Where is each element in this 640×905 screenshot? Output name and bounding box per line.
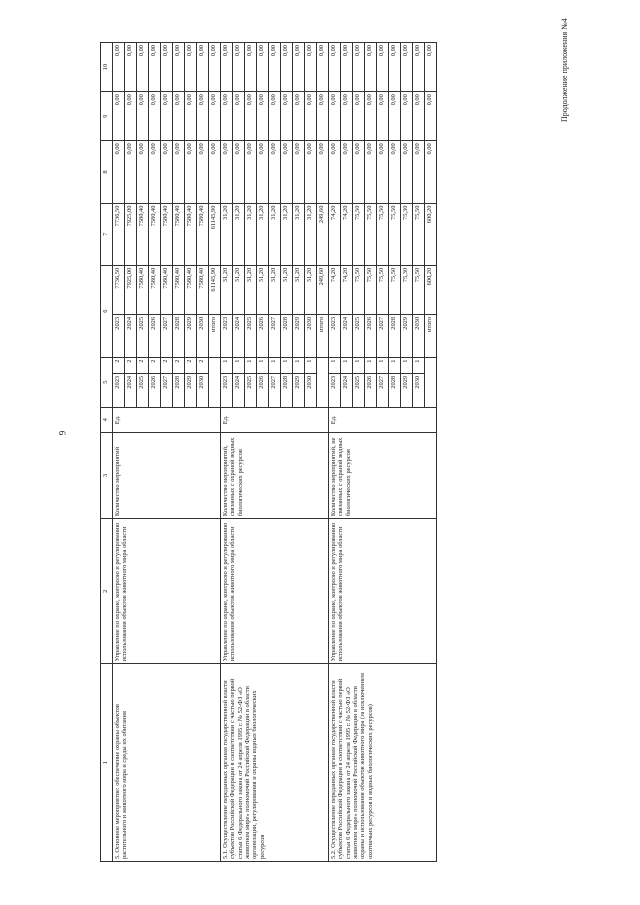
indicator-value-cell: 1 xyxy=(341,357,353,373)
finance-total-cell: 7580,40 xyxy=(161,265,173,314)
finance-col9-cell: 0,00 xyxy=(293,92,305,141)
finance-col7-cell: 31,20 xyxy=(269,203,281,265)
program-table xyxy=(100,42,437,862)
finance-col9-cell: 0,00 xyxy=(365,92,377,141)
finance-col7-cell: 74,20 xyxy=(341,203,353,265)
total-col7-cell: 249,60 xyxy=(317,203,329,265)
finance-col8-cell: 0,00 xyxy=(413,141,425,203)
finance-total-cell: 75,50 xyxy=(413,265,425,314)
finance-col9-cell: 0,00 xyxy=(137,92,149,141)
finance-total-cell: 7736,50 xyxy=(113,265,125,314)
finance-col10-cell: 0,00 xyxy=(269,43,281,92)
finance-col10-cell: 0,00 xyxy=(305,43,317,92)
finance-total-cell: 75,50 xyxy=(353,265,365,314)
finance-col8-cell: 0,00 xyxy=(113,141,125,203)
finance-col9-cell: 0,00 xyxy=(173,92,185,141)
finance-col9-cell: 0,00 xyxy=(353,92,365,141)
finance-col10-cell: 0,00 xyxy=(233,43,245,92)
activity-name-cell: 5.2. Осуществление переданных органам государственной власти субъектов Российской Федерации в соответствии с частью первой статьи 6 Федерального закона от 24 апреля 1995 г. № 52-ФЗ «О животном мире» полномочий Российской Федерации в области охраны и использования объектов животного мира (за исключением охотничьих ресурсов и водных биологических ресурсов) xyxy=(329,664,437,862)
total-col7-cell: 61145,90 xyxy=(209,203,221,265)
finance-col7-cell: 75,50 xyxy=(413,203,425,265)
finance-col7-cell: 7580,40 xyxy=(173,203,185,265)
executor-cell: Управление по охране, контролю и регулированию использования объектов животного мира области xyxy=(113,519,221,664)
finance-col7-cell: 31,20 xyxy=(281,203,293,265)
finance-year-cell: 2030 xyxy=(197,314,209,357)
finance-col8-cell: 0,00 xyxy=(161,141,173,203)
finance-year-cell: 2024 xyxy=(125,314,137,357)
indicator-year-cell: 2024 xyxy=(125,373,137,407)
activity-name-cell: 5.1. Осуществление переданных органам государственной власти субъектов Российской Федерации в соответствии с частью первой статьи 6 Федерального закона от 24 апреля 1995 г. № 52-ФЗ «О животном мире» полномочий Российской Федерации в области организации, регулирования и охраны водных биологических ресурсов xyxy=(221,664,329,862)
finance-col7-cell: 7736,50 xyxy=(113,203,125,265)
finance-col8-cell: 0,00 xyxy=(365,141,377,203)
total-label-cell: итого xyxy=(209,314,221,357)
finance-year-cell: 2028 xyxy=(281,314,293,357)
indicator-value-cell: 2 xyxy=(197,357,209,373)
finance-col10-cell: 0,00 xyxy=(341,43,353,92)
finance-col7-cell: 31,20 xyxy=(233,203,245,265)
finance-total-cell: 31,20 xyxy=(221,265,233,314)
header-col-5: 5 xyxy=(101,357,113,407)
finance-col9-cell: 0,00 xyxy=(245,92,257,141)
finance-col7-cell: 75,30 xyxy=(401,203,413,265)
total-col9-cell: 0,00 xyxy=(425,92,437,141)
finance-col10-cell: 0,00 xyxy=(137,43,149,92)
table-row xyxy=(113,43,125,862)
finance-total-cell: 7580,40 xyxy=(197,265,209,314)
indicator-year-cell: 2023 xyxy=(221,373,233,407)
finance-col10-cell: 0,00 xyxy=(149,43,161,92)
finance-col10-cell: 0,00 xyxy=(197,43,209,92)
indicator-year-cell: 2026 xyxy=(365,373,377,407)
indicator-year-cell: 2025 xyxy=(137,373,149,407)
indicator-value-cell: 2 xyxy=(161,357,173,373)
indicator-year-cell: 2026 xyxy=(149,373,161,407)
finance-year-cell: 2029 xyxy=(401,314,413,357)
finance-year-cell: 2027 xyxy=(269,314,281,357)
unit-cell: Ед. xyxy=(221,407,329,432)
finance-col9-cell: 0,00 xyxy=(197,92,209,141)
indicator-year-cell: 2025 xyxy=(353,373,365,407)
header-col-9: 9 xyxy=(101,92,113,141)
indicator-value-cell: 2 xyxy=(173,357,185,373)
finance-col9-cell: 0,00 xyxy=(281,92,293,141)
total-col9-cell: 0,00 xyxy=(317,92,329,141)
finance-col7-cell: 74,20 xyxy=(329,203,341,265)
finance-year-cell: 2023 xyxy=(113,314,125,357)
finance-col10-cell: 0,00 xyxy=(389,43,401,92)
finance-total-cell: 7580,40 xyxy=(137,265,149,314)
total-col8-cell: 0,00 xyxy=(425,141,437,203)
header-col-1: 1 xyxy=(101,664,113,862)
indicator-year-cell: 2030 xyxy=(197,373,209,407)
finance-col10-cell: 0,00 xyxy=(377,43,389,92)
finance-col7-cell: 31,20 xyxy=(221,203,233,265)
finance-col7-cell: 7580,40 xyxy=(185,203,197,265)
finance-col9-cell: 0,00 xyxy=(221,92,233,141)
finance-col9-cell: 0,00 xyxy=(149,92,161,141)
indicator-value-cell: 1 xyxy=(401,357,413,373)
finance-total-cell: 7580,40 xyxy=(185,265,197,314)
indicator-cell: Количество мероприятий, связанных с охраной водных биологических ресурсов xyxy=(221,432,329,518)
finance-col9-cell: 0,00 xyxy=(113,92,125,141)
finance-col7-cell: 7580,40 xyxy=(161,203,173,265)
finance-col8-cell: 0,00 xyxy=(329,141,341,203)
indicator-value-cell: 1 xyxy=(233,357,245,373)
finance-col10-cell: 0,00 xyxy=(173,43,185,92)
finance-col8-cell: 0,00 xyxy=(137,141,149,203)
finance-total-cell: 31,20 xyxy=(281,265,293,314)
finance-total-cell: 31,20 xyxy=(257,265,269,314)
finance-col8-cell: 0,00 xyxy=(197,141,209,203)
finance-total-cell: 75,50 xyxy=(377,265,389,314)
indicator-year-cell: 2023 xyxy=(329,373,341,407)
indicator-value-cell: 2 xyxy=(125,357,137,373)
finance-year-cell: 2024 xyxy=(233,314,245,357)
indicator-value-cell: 2 xyxy=(137,357,149,373)
finance-col10-cell: 0,00 xyxy=(185,43,197,92)
finance-col8-cell: 0,00 xyxy=(185,141,197,203)
indicator-year-cell: 2029 xyxy=(185,373,197,407)
table-row xyxy=(329,43,341,862)
finance-col8-cell: 0,00 xyxy=(293,141,305,203)
finance-col8-cell: 0,00 xyxy=(281,141,293,203)
finance-year-cell: 2028 xyxy=(173,314,185,357)
finance-col9-cell: 0,00 xyxy=(269,92,281,141)
total-col8-cell: 0,00 xyxy=(209,141,221,203)
finance-col7-cell: 31,20 xyxy=(257,203,269,265)
finance-col8-cell: 0,00 xyxy=(173,141,185,203)
finance-col8-cell: 0,00 xyxy=(377,141,389,203)
header-col-8: 8 xyxy=(101,141,113,203)
header-col-3: 3 xyxy=(101,432,113,518)
indicator-year-cell: 2025 xyxy=(245,373,257,407)
finance-year-cell: 2026 xyxy=(365,314,377,357)
indicator-year-cell: 2024 xyxy=(341,373,353,407)
finance-year-cell: 2029 xyxy=(293,314,305,357)
finance-year-cell: 2026 xyxy=(257,314,269,357)
total-label-cell: итого xyxy=(425,314,437,357)
total-empty-cell xyxy=(209,357,221,407)
finance-col7-cell: 75,50 xyxy=(365,203,377,265)
finance-col8-cell: 0,00 xyxy=(401,141,413,203)
finance-year-cell: 2025 xyxy=(245,314,257,357)
finance-col9-cell: 0,00 xyxy=(341,92,353,141)
finance-col7-cell: 75,50 xyxy=(353,203,365,265)
finance-year-cell: 2030 xyxy=(413,314,425,357)
header-col-7: 7 xyxy=(101,203,113,265)
finance-total-cell: 74,20 xyxy=(329,265,341,314)
total-sum-cell: 61145,90 xyxy=(209,265,221,314)
finance-col9-cell: 0,00 xyxy=(329,92,341,141)
finance-col9-cell: 0,00 xyxy=(185,92,197,141)
indicator-year-cell: 2030 xyxy=(305,373,317,407)
total-col10-cell: 0,00 xyxy=(317,43,329,92)
finance-col9-cell: 0,00 xyxy=(305,92,317,141)
finance-col8-cell: 0,00 xyxy=(245,141,257,203)
indicator-value-cell: 1 xyxy=(305,357,317,373)
indicator-cell: Количество мероприятий xyxy=(113,432,221,518)
finance-year-cell: 2026 xyxy=(149,314,161,357)
indicator-value-cell: 1 xyxy=(413,357,425,373)
finance-col10-cell: 0,00 xyxy=(329,43,341,92)
finance-col8-cell: 0,00 xyxy=(125,141,137,203)
total-col10-cell: 0,00 xyxy=(425,43,437,92)
finance-col8-cell: 0,00 xyxy=(269,141,281,203)
header-col-4: 4 xyxy=(101,407,113,432)
finance-year-cell: 2027 xyxy=(161,314,173,357)
finance-year-cell: 2023 xyxy=(329,314,341,357)
indicator-value-cell: 1 xyxy=(245,357,257,373)
indicator-value-cell: 1 xyxy=(377,357,389,373)
indicator-value-cell: 1 xyxy=(365,357,377,373)
finance-total-cell: 31,20 xyxy=(293,265,305,314)
finance-col9-cell: 0,00 xyxy=(401,92,413,141)
finance-col7-cell: 7925,00 xyxy=(125,203,137,265)
indicator-value-cell: 1 xyxy=(353,357,365,373)
page-number: 9 xyxy=(57,430,68,436)
total-col10-cell: 0,00 xyxy=(209,43,221,92)
finance-col8-cell: 0,00 xyxy=(341,141,353,203)
finance-col7-cell: 31,20 xyxy=(245,203,257,265)
header-row xyxy=(101,43,113,862)
finance-year-cell: 2030 xyxy=(305,314,317,357)
finance-year-cell: 2025 xyxy=(137,314,149,357)
indicator-year-cell: 2024 xyxy=(233,373,245,407)
finance-total-cell: 31,20 xyxy=(305,265,317,314)
finance-year-cell: 2027 xyxy=(377,314,389,357)
finance-col8-cell: 0,00 xyxy=(221,141,233,203)
total-col7-cell: 600,20 xyxy=(425,203,437,265)
finance-col10-cell: 0,00 xyxy=(365,43,377,92)
finance-total-cell: 75,50 xyxy=(389,265,401,314)
finance-col10-cell: 0,00 xyxy=(161,43,173,92)
indicator-value-cell: 1 xyxy=(281,357,293,373)
indicator-year-cell: 2023 xyxy=(113,373,125,407)
finance-col9-cell: 0,00 xyxy=(161,92,173,141)
indicator-year-cell: 2030 xyxy=(413,373,425,407)
finance-col8-cell: 0,00 xyxy=(233,141,245,203)
indicator-value-cell: 1 xyxy=(221,357,233,373)
finance-col8-cell: 0,00 xyxy=(389,141,401,203)
finance-total-cell: 7580,40 xyxy=(149,265,161,314)
finance-col10-cell: 0,00 xyxy=(257,43,269,92)
indicator-year-cell: 2028 xyxy=(389,373,401,407)
unit-cell: Ед. xyxy=(329,407,437,432)
finance-year-cell: 2029 xyxy=(185,314,197,357)
finance-year-cell: 2024 xyxy=(341,314,353,357)
finance-year-cell: 2028 xyxy=(389,314,401,357)
finance-col10-cell: 0,00 xyxy=(281,43,293,92)
finance-col8-cell: 0,00 xyxy=(305,141,317,203)
indicator-value-cell: 1 xyxy=(257,357,269,373)
indicator-cell: Количество мероприятий, не связанных с охраной водных биологических ресурсов xyxy=(329,432,437,518)
finance-total-cell: 7925,00 xyxy=(125,265,137,314)
indicator-value-cell: 2 xyxy=(149,357,161,373)
indicator-value-cell: 1 xyxy=(329,357,341,373)
finance-col7-cell: 31,20 xyxy=(305,203,317,265)
finance-col9-cell: 0,00 xyxy=(389,92,401,141)
indicator-value-cell: 1 xyxy=(389,357,401,373)
header-col-6: 6 xyxy=(101,265,113,357)
unit-cell: Ед. xyxy=(113,407,221,432)
finance-total-cell: 31,20 xyxy=(269,265,281,314)
rotated-table-container xyxy=(100,42,520,862)
finance-total-cell: 31,20 xyxy=(233,265,245,314)
finance-col9-cell: 0,00 xyxy=(125,92,137,141)
finance-col10-cell: 0,00 xyxy=(113,43,125,92)
finance-total-cell: 7580,40 xyxy=(173,265,185,314)
finance-col10-cell: 0,00 xyxy=(221,43,233,92)
finance-year-cell: 2025 xyxy=(353,314,365,357)
indicator-year-cell: 2029 xyxy=(401,373,413,407)
indicator-value-cell: 1 xyxy=(269,357,281,373)
finance-col10-cell: 0,00 xyxy=(401,43,413,92)
indicator-year-cell: 2028 xyxy=(281,373,293,407)
table-body xyxy=(113,43,437,862)
indicator-year-cell: 2027 xyxy=(377,373,389,407)
total-col8-cell: 0,00 xyxy=(317,141,329,203)
indicator-year-cell: 2026 xyxy=(257,373,269,407)
finance-col10-cell: 0,00 xyxy=(293,43,305,92)
finance-col7-cell: 7580,40 xyxy=(197,203,209,265)
finance-total-cell: 74,20 xyxy=(341,265,353,314)
indicator-year-cell: 2027 xyxy=(161,373,173,407)
indicator-year-cell: 2028 xyxy=(173,373,185,407)
finance-total-cell: 75,50 xyxy=(365,265,377,314)
header-col-2: 2 xyxy=(101,519,113,664)
header-col-10: 10 xyxy=(101,43,113,92)
finance-col9-cell: 0,00 xyxy=(377,92,389,141)
finance-col9-cell: 0,00 xyxy=(233,92,245,141)
total-label-cell: итого xyxy=(317,314,329,357)
table-row xyxy=(221,43,233,862)
finance-col10-cell: 0,00 xyxy=(413,43,425,92)
finance-col9-cell: 0,00 xyxy=(257,92,269,141)
finance-col10-cell: 0,00 xyxy=(353,43,365,92)
total-empty-cell xyxy=(317,357,329,407)
total-empty-cell xyxy=(425,357,437,407)
finance-col7-cell: 7580,40 xyxy=(149,203,161,265)
executor-cell: Управление по охране, контролю и регулированию использования объектов животного мира области xyxy=(221,519,329,664)
total-col9-cell: 0,00 xyxy=(209,92,221,141)
finance-col8-cell: 0,00 xyxy=(257,141,269,203)
finance-col8-cell: 0,00 xyxy=(353,141,365,203)
finance-total-cell: 31,20 xyxy=(245,265,257,314)
finance-col7-cell: 31,20 xyxy=(293,203,305,265)
total-sum-cell: 249,60 xyxy=(317,265,329,314)
finance-col10-cell: 0,00 xyxy=(245,43,257,92)
indicator-value-cell: 1 xyxy=(293,357,305,373)
finance-total-cell: 75,30 xyxy=(401,265,413,314)
finance-col9-cell: 0,00 xyxy=(413,92,425,141)
total-sum-cell: 600,20 xyxy=(425,265,437,314)
finance-col7-cell: 75,50 xyxy=(389,203,401,265)
finance-year-cell: 2023 xyxy=(221,314,233,357)
finance-col8-cell: 0,00 xyxy=(149,141,161,203)
finance-col10-cell: 0,00 xyxy=(125,43,137,92)
indicator-value-cell: 2 xyxy=(185,357,197,373)
executor-cell: Управление по охране, контролю и регулированию использования объектов животного мира области xyxy=(329,519,437,664)
indicator-year-cell: 2027 xyxy=(269,373,281,407)
finance-col7-cell: 75,50 xyxy=(377,203,389,265)
activity-name-cell: 5. Основное мероприятие: обеспечение охраны объектов растительного и животного мира и среды их обитания xyxy=(113,664,221,862)
indicator-year-cell: 2029 xyxy=(293,373,305,407)
appendix-note: Продолжение приложения №4 xyxy=(560,18,569,122)
finance-col7-cell: 7580,40 xyxy=(137,203,149,265)
indicator-value-cell: 2 xyxy=(113,357,125,373)
